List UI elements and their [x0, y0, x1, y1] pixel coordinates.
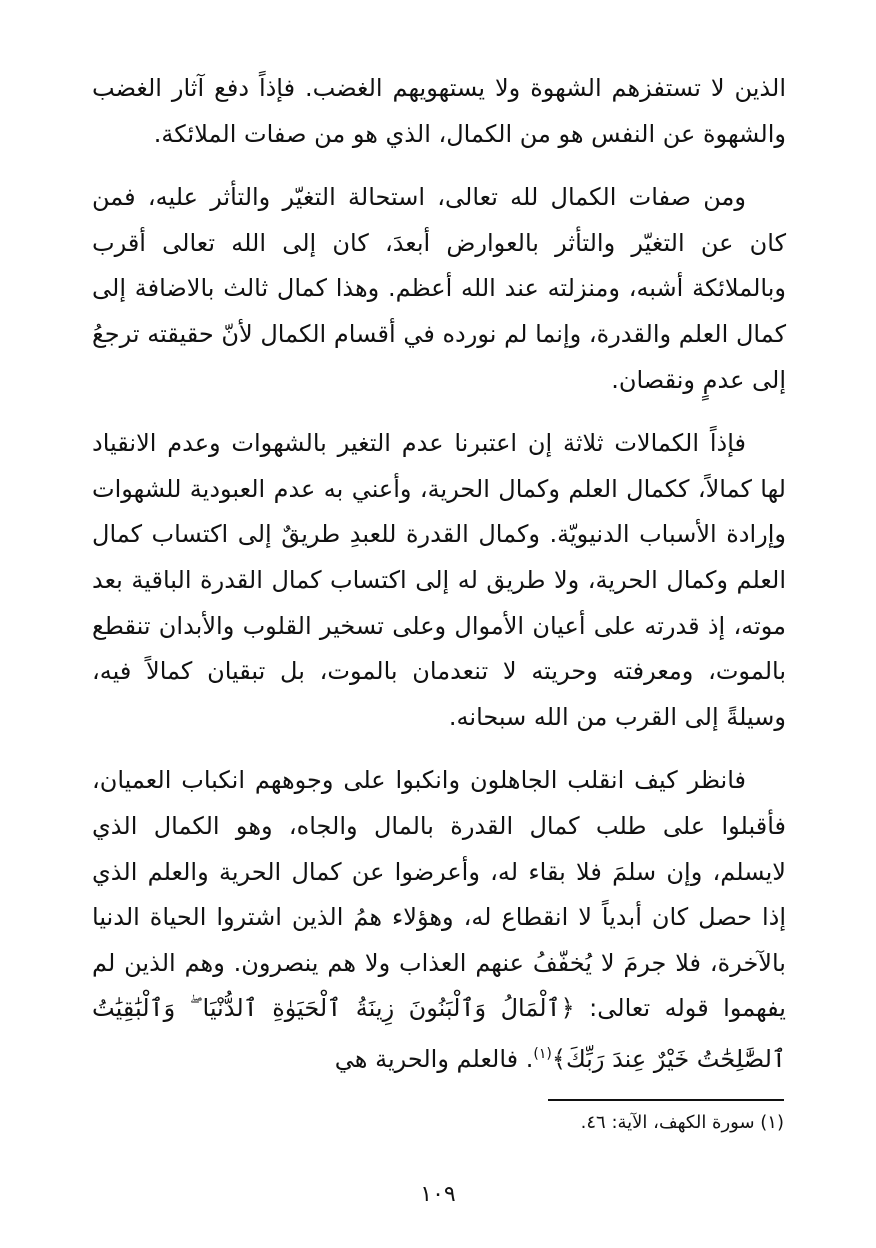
paragraph-3: فإذاً الكمالات ثلاثة إن اعتبرنا عدم التغير بالشهوات وعدم الانقياد لها كمالاً، ككمال العلم وكمال الحرية، وأعني به عدم العبودية للشهوات وإرادة الأسباب الدنيويّة. وكمال القدرة للعبدِ طريقٌ إلى اكتساب كمال العلم وكمال الحرية، ولا طريق له إلى اكتساب كمال القدرة الباقية بعد موته، إذ قدرته على أعيان الأموال وعلى تسخير القلوب والأبدان تنقطع بالموت، ومعرفته وحريته لا تنعدمان بالموت، بل تبقيان كمالاً فيه، وسيلةً إلى القرب من الله سبحانه.: [92, 429, 786, 731]
footnote-marker: (١): [533, 1045, 552, 1062]
footnote-divider: [548, 1099, 784, 1101]
page-number: ١٠٩: [420, 1182, 456, 1207]
paragraph-1: الذين لا تستفزهم الشهوة ولا يستهويهم الغضب. فإذاً دفع آثار الغضب والشهوة عن النفس هو من الكمال، الذي هو من صفات الملائكة.: [92, 74, 786, 148]
paragraph-4-text: فانظر كيف انقلب الجاهلون وانكبوا على وجوههم انكباب العميان، فأقبلوا على طلب كمال القدرة بالمال والجاه، وهو الكمال الذي لايسلم، وإن سلمَ فلا بقاء له، وأعرضوا عن كمال الحرية والعلم الذي إذا حصل كان أبدياً لا انقطاع له، وهؤلاء همُ الذين اشتروا الحياة الدنيا بالآخرة، فلا جرمَ لا يُخفّفُ عنهم العذاب ولا هم ينصرون. وهم الذين لم يفهموا قوله تعالى: ﴿ٱلْمَالُ وَٱلْبَنُونَ زِينَةُ ٱلْحَيَوٰةِ ٱلدُّنْيَا ۖ وَٱلْبَٰقِيَٰتُ ٱلصَّٰلِحَٰتُ خَيْرٌ عِندَ رَبِّكَ﴾: [92, 766, 786, 1073]
paragraph-2: ومن صفات الكمال لله تعالى، استحالة التغيّر والتأثر عليه، فمن كان عن التغيّر والتأثر بالعوارض أبعدَ، كان إلى الله تعالى أقرب وبالملائكة أشبه، ومنزلته عند الله أعظم. وهذا كمال ثالث بالاضافة إلى كمال العلم والقدرة، وإنما لم نورده في أقسام الكمال لأنّ حقيقته ترجعُ إلى عدمٍ ونقصان.: [92, 183, 786, 394]
footnote: (١) سورة الكهف، الآية: ٤٦.: [580, 1112, 784, 1133]
paragraph-4: [92, 758, 786, 1082]
body-text: [92, 66, 786, 1100]
paragraph-4-tail: . فالعلم والحرية هي: [334, 1044, 534, 1073]
